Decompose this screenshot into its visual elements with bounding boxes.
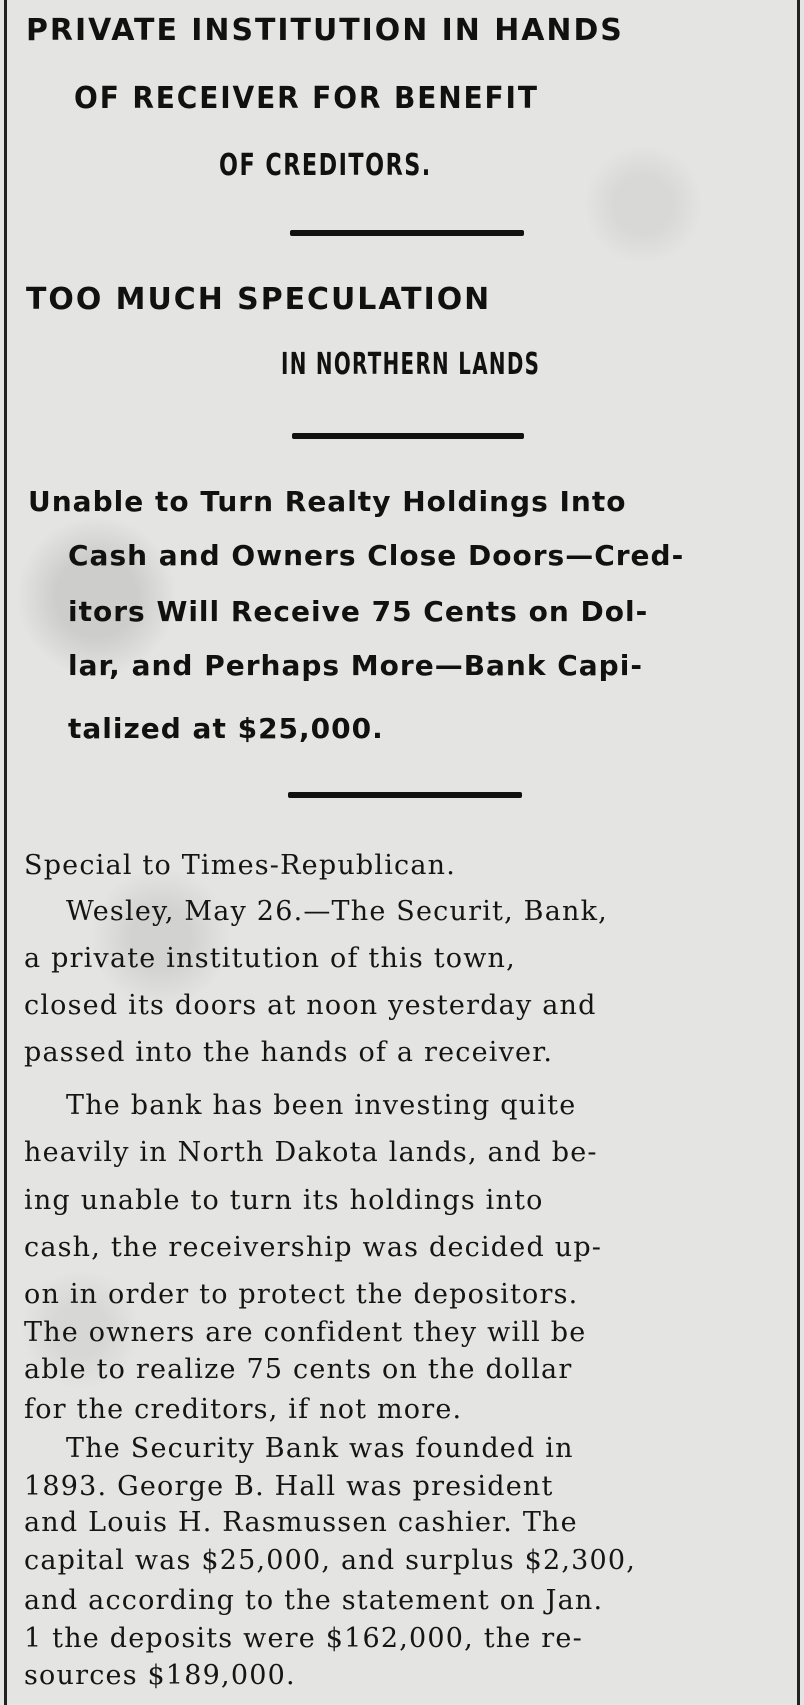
divider-1	[290, 230, 524, 236]
article-line-4: closed its doors at noon yesterday and	[24, 990, 597, 1021]
article-line-6: The bank has been investing quite	[66, 1090, 577, 1121]
article-line-11: The owners are confident they will be	[24, 1317, 587, 1348]
article-line-16: and Louis H. Rasmussen cashier. The	[24, 1507, 578, 1538]
article-line-3: a private institution of this town,	[24, 943, 516, 974]
divider-2	[292, 433, 524, 439]
article-line-10: on in order to protect the depositors.	[24, 1279, 579, 1310]
deck-line-3: itors Will Receive 75 Cents on Dol-	[68, 595, 649, 628]
subhead-line-1: TOO MUCH SPECULATION	[26, 282, 492, 317]
article-line-8: ing unable to turn its holdings into	[24, 1185, 544, 1216]
article-line-17: capital was $25,000, and surplus $2,300,	[24, 1545, 637, 1576]
article-line-13: for the creditors, if not more.	[24, 1394, 463, 1425]
article-line-9: cash, the receivership was decided up-	[24, 1232, 603, 1263]
article-line-14: The Security Bank was founded in	[66, 1433, 574, 1464]
deck-line-4: lar, and Perhaps More—Bank Capi-	[68, 649, 643, 682]
article-line-2: Wesley, May 26.—The Securit, Bank,	[66, 896, 608, 927]
deck-line-1: Unable to Turn Realty Holdings Into	[28, 485, 627, 518]
headline-line-1: PRIVATE INSTITUTION IN HANDS	[26, 13, 624, 48]
deck-line-2: Cash and Owners Close Doors—Cred-	[68, 539, 685, 572]
article-line-5: passed into the hands of a receiver.	[24, 1037, 554, 1068]
article-line-20: sources $189,000.	[24, 1660, 296, 1691]
article-line-19: 1 the deposits were $162,000, the re-	[24, 1623, 583, 1654]
column-rule-left	[4, 0, 7, 1705]
column-rule-right	[797, 0, 800, 1705]
article-line-7: heavily in North Dakota lands, and be-	[24, 1137, 598, 1168]
article-line-15: 1893. George B. Hall was president	[24, 1471, 554, 1502]
deck-line-5: talized at $25,000.	[68, 712, 384, 745]
dateline: Special to Times-Republican.	[24, 850, 457, 881]
headline-line-2: OF RECEIVER FOR BENEFIT	[74, 81, 539, 116]
subhead-line-2: IN NORTHERN LANDS	[281, 347, 541, 382]
headline-line-3: OF CREDITORS.	[219, 148, 432, 183]
article-line-18: and according to the statement on Jan.	[24, 1585, 604, 1616]
divider-3	[288, 792, 522, 798]
article-line-12: able to realize 75 cents on the dollar	[24, 1354, 573, 1385]
